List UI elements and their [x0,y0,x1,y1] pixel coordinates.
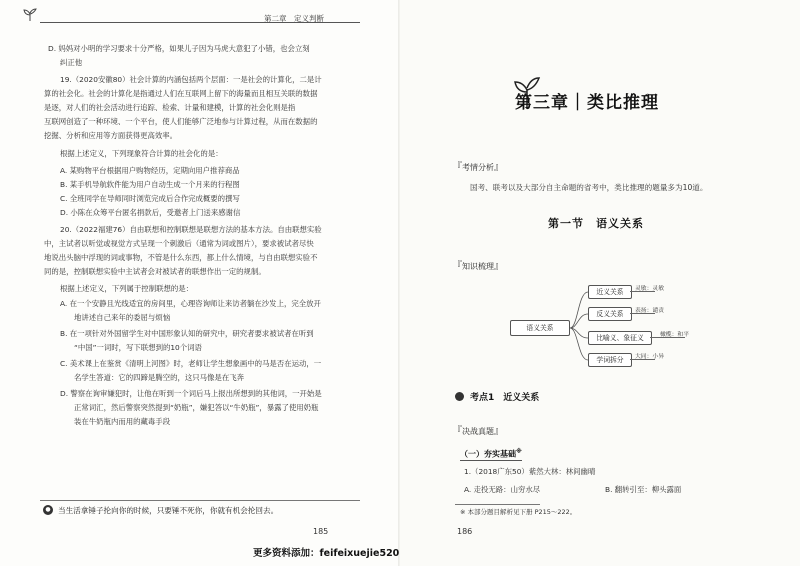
option-c: C. 美术课上在鉴赏《清明上河图》时，老师让学生想象画中的马是否在运动，一 [60,359,322,368]
text-line: 20.（2022福建76）自由联想和控制联想是联想方法的基本方法。自由联想实验 [60,225,322,234]
mind-map-example: 大同：小异 [635,354,664,360]
text-line: 地讲述自己来年的委屈与烦恼 [74,313,171,322]
text-line: 算的社会化。社会的计算化是指通过人们在互联网上留下的海量而且相互关联的数据 [44,89,318,98]
text-line: 地说出头脑中浮现的词或事物，不管是什么东西，都上什么情境，与自由联想实验不 [44,253,318,262]
footnote: ※ 本部分题目解析见下册 P215～222。 [460,508,577,516]
option-d: D. 小陈在众筹平台匿名捐款后，受邀者上门送来感谢信 [60,208,241,217]
option-c: C. 全班同学在导师同时浏览完成后合作完成概要的撰写 [60,194,240,203]
subsection-title: （一）夯实基础※ [460,448,522,459]
option-a: A. 在一个安静且光线适宜的房间里，心理咨询师让来访者躺在沙发上，完全放开 [60,299,321,308]
option-d: D. 警察在询审嫌犯时，让他在听到一个词后马上报出所想到的其他词，一开始是 [60,389,322,398]
mind-map-branch-antonym: 反义关系 [588,307,632,321]
footnote-rule [455,504,540,505]
text-line: “中国”一词时，写下联想到的10个词语 [74,343,202,352]
text-line: 根据上述定义，下列现象符合计算的社会化的是： [60,149,223,158]
bullet-icon [455,392,464,401]
text-line: 正常词汇，然后警察突然提到“奶瓶”，嫌犯答以“牛奶瓶”，暴露了使用奶瓶 [74,403,319,412]
mind-map-example: 灵敏：灵敏 [635,286,664,292]
footer-tip: 当生活拿锤子抡向你的时候，只要锤不死你，你就有机会抡回去。 [58,506,279,515]
section-title: 第一节 语义关系 [548,217,644,230]
page-number: 186 [457,527,473,536]
option-b: B. 某手机导航软件能为用户自动生成一个月来的行程图 [60,180,240,189]
text-line: 挖掘、分析和应用等方面获得更高效率。 [44,131,178,140]
option-a: A. 走投无路：山穷水尽 [464,485,541,494]
watermark-text: 更多资料添加：feifeixuejie520 [253,548,400,559]
chapter-title: 第三章｜类比推理 [515,93,659,113]
text-line: 名学生答道：它的四蹄是腾空的，这只马像是在飞奔 [74,373,244,382]
analysis-text: 国考、联考以及大部分自主命题的省考中，类比推理的题量多为10道。 [470,183,708,192]
text-line: 根据上述定义，下列属于控制联想的是： [60,284,194,293]
mind-map-example: 橄榄：和平 [660,332,689,338]
kaodian-heading: 考点1 近义关系 [455,390,539,403]
tip-icon: ● [43,505,53,515]
option-b: B. 翻转引至：柳头露面 [605,485,682,494]
text-line: 是逐，对人们的社会活动进行追踪、检索、计量和建模，计算的社会化则是指 [44,103,296,112]
header-chapter: 第二章 定义判断 [264,14,324,23]
question-text: 1.（2018广东50）紫然大林：林间幽晴 [464,467,596,476]
mind-map-branch-metaphor: 比喻义、象征义 [588,331,652,345]
option-a: A. 某购物平台根据用户购物经历，定期向用户推荐商品 [60,166,240,175]
text-line: 19.（2020安徽80）社会计算的内涵包括两个层面：一是社会的计算化，二是计 [60,75,322,84]
sprout-icon [22,8,38,22]
page-number: 185 [313,527,329,536]
mind-map-branch-split: 学词拆分 [588,353,632,367]
mind-map-root: 语义关系 [510,320,570,336]
text-line: 纠正他 [60,58,83,67]
knowledge-label: 『知识梳理』 [452,261,504,272]
mind-map-example: 表扬：谴责 [635,308,664,314]
mind-map-branch-synonym: 近义关系 [588,285,632,299]
exam-label: 『决战真题』 [452,426,504,437]
chapter-heading [515,88,659,113]
subsection-underline [460,460,522,461]
text-line: 中，主试者以听觉或视觉方式呈现一个刺激后（通常为词或图片），要求被试者尽快 [44,239,314,248]
text-line: D. 妈妈对小明的学习要求十分严格，如果儿子因为马虎大意犯了小错，也会立刻 [48,44,310,53]
option-b: B. 在一项针对外国留学生对中国形象认知的研究中，研究者要求被试者在听到 [60,329,314,338]
text-line: 装在牛奶瓶内而用的藏毒手段 [74,417,171,426]
text-line: 互联网创造了一种环境、一个平台，使人们能够广泛地参与计算过程，从而在数据的 [44,117,318,126]
analysis-label: 『考情分析』 [452,162,504,173]
text-line: 同的是，控制联想实验中主试者会对被试者的联想作出一定的规制。 [44,267,266,276]
footer-rule [40,500,360,501]
